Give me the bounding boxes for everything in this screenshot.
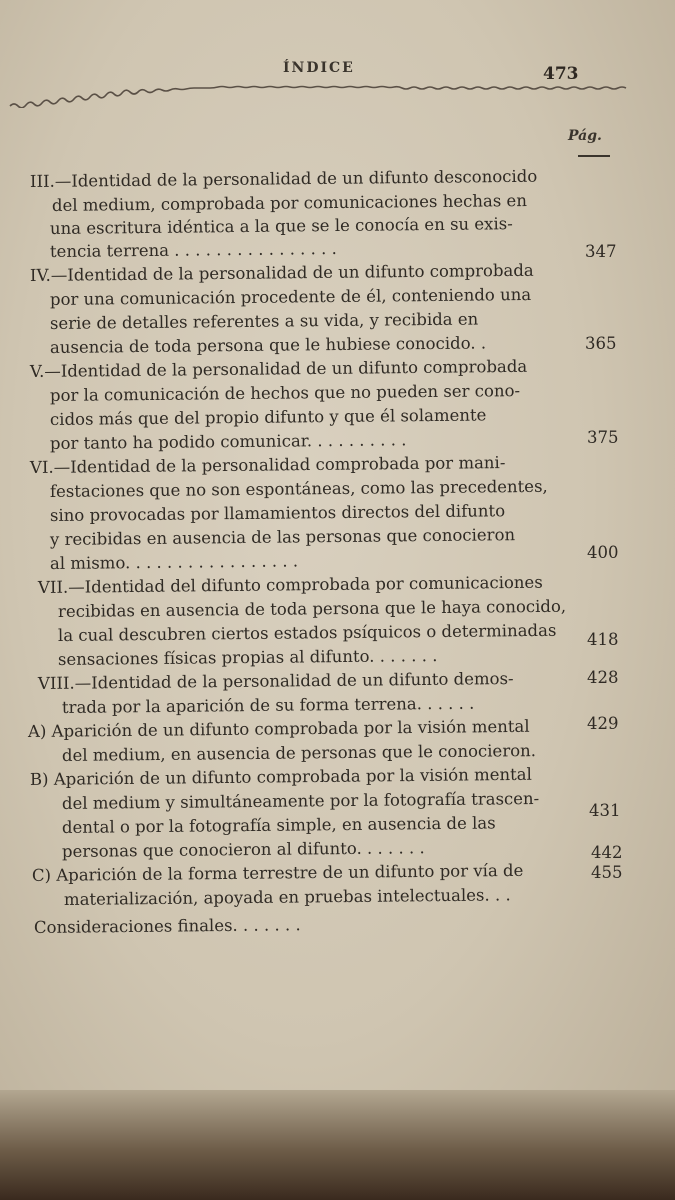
toc-line: dental o por la fotografía simple, en ausencia de las [61, 813, 496, 837]
toc-line: VI.—Identidad de la personalidad comprobada por mani- [29, 453, 506, 477]
toc-page-number: 418 [587, 630, 619, 649]
toc-line: la cual descubren ciertos estados psíquicos o determinadas [57, 620, 557, 645]
toc-page-number: 365 [585, 334, 617, 353]
page-column-label: Pág. [568, 128, 602, 144]
page-edge-shadow [0, 1090, 675, 1200]
toc-line: del medium y simultáneamente por la fotografía trascen- [61, 789, 540, 813]
toc-page-number: 400 [587, 543, 619, 562]
toc-line: personas que conocieron al difunto. . . . . . . [61, 838, 425, 861]
toc-line: Consideraciones finales. . . . . . . [33, 915, 301, 937]
toc-line: sensaciones físicas propias al difunto. . . . . . . [57, 646, 438, 669]
toc-line: tencia terrena . . . . . . . . . . . . . . . . [49, 238, 337, 261]
toc-line: y recibidas en ausencia de las personas que conocieron [49, 525, 516, 549]
toc-line: III.—Identidad de la personalidad de un difunto desconocido [29, 166, 538, 191]
toc-line: VII.—Identidad del difunto comprobada por comunicaciones [37, 572, 543, 597]
toc-line: por una comunicación procedente de él, conteniendo una [49, 284, 532, 309]
toc-page-number: 428 [587, 668, 619, 687]
toc-line: B) Aparición de un difunto comprobada por la visión mental [29, 764, 532, 789]
toc-line: por la comunicación de hechos que no pueden ser cono- [49, 381, 521, 405]
toc-page-number: 442 [591, 843, 623, 862]
toc-line: una escritura idéntica a la que se le conocía en su exis- [49, 214, 513, 238]
toc-line: al mismo. . . . . . . . . . . . . . . . . [49, 551, 299, 573]
toc-line: V.—Identidad de la personalidad de un difunto comprobada [29, 356, 528, 381]
toc-line: A) Aparición de un difunto comprobada por la visión mental [27, 716, 530, 741]
toc-line: C) Aparición de la forma terrestre de un difunto por vía de [31, 860, 524, 885]
toc-page-number: 375 [587, 428, 619, 447]
toc-page-number: 347 [585, 242, 617, 261]
column-label-rule [578, 155, 610, 157]
toc-line: por tanto ha podido comunicar. . . . . . . . . . [49, 430, 407, 453]
toc-line: cidos más que del propio difunto y que él solamente [49, 405, 487, 429]
page-header-title: ÍNDICE [283, 60, 355, 76]
toc-page-number: 455 [591, 863, 623, 882]
toc-line: festaciones que no son espontáneas, como las precedentes, [49, 476, 548, 501]
toc-line: IV.—Identidad de la personalidad de un difunto comprobada [29, 260, 534, 285]
decorative-wavy-rule [8, 78, 628, 108]
toc-line: del medium, comprobada por comunicaciones hechas en [51, 191, 528, 215]
toc-line: del medium, en ausencia de personas que le conocieron. [61, 741, 537, 765]
toc-line: VIII.—Identidad de la personalidad de un difunto demos- [37, 669, 514, 693]
toc-line: recibidas en ausencia de toda persona que le haya conocido, [57, 596, 567, 621]
toc-line: trada por la aparición de su forma terrena. . . . . . [61, 693, 475, 717]
toc-line: materialización, apoyada en pruebas intelectuales. . . [63, 885, 511, 909]
toc-line: serie de detalles referentes a su vida, y recibida en [49, 309, 479, 333]
toc-page-number: 431 [589, 801, 621, 820]
toc-line: sino provocadas por llamamientos directos del difunto [49, 501, 506, 525]
page-header-number: 473 [543, 64, 579, 84]
toc-page-number: 429 [587, 714, 619, 733]
toc-line: ausencia de toda persona que le hubiese conocido. . [49, 333, 487, 357]
